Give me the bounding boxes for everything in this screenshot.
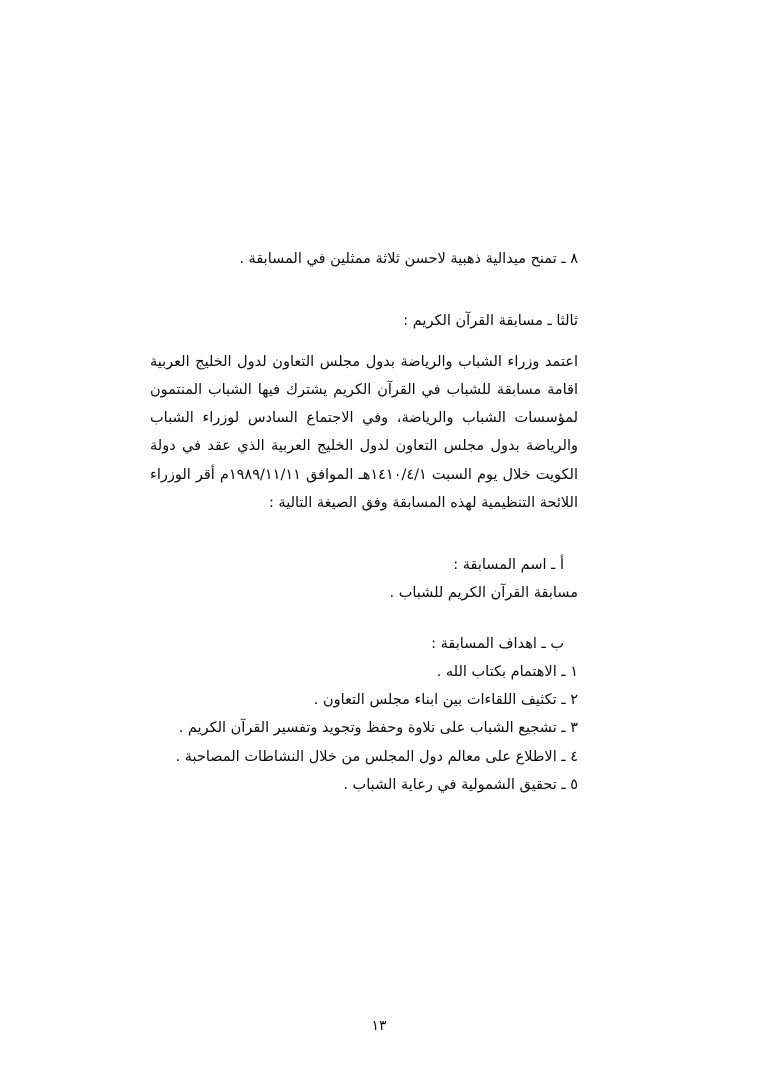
subsection-b-label: ب ـ اهداف المسابقة : <box>431 635 564 652</box>
spacer <box>150 273 578 307</box>
subsection-a-label: أ ـ اسم المسابقة : <box>453 557 564 574</box>
page-number: ١٣ <box>371 1018 387 1034</box>
spacer <box>150 336 578 348</box>
page-content <box>150 245 578 799</box>
list-item: ١ ـ الاهتمام بكتاب الله . <box>436 663 578 680</box>
list-item: ٤ ـ الاطلاع على معالم دول المجلس من خلال النشاطات المصاحبة . <box>175 748 578 765</box>
list-item: ٥ ـ تحقيق الشمولية في رعاية الشباب . <box>343 776 578 793</box>
list-item: ٣ ـ تشجيع الشباب على تلاوة وحفظ وتجويد وتفسير القرآن الكريم . <box>178 720 578 737</box>
subsection-a-lines <box>150 579 578 607</box>
list-item: مسابقة القرآن الكريم للشباب . <box>389 585 578 602</box>
spacer <box>150 517 578 551</box>
section-heading: ثالثا ـ مسابقة القرآن الكريم : <box>403 313 578 330</box>
body-paragraph: اعتمد وزراء الشباب والرياضة بدول مجلس التعاون لدول الخليج العربية اقامة مسابقة للشباب في القرآن الكريم يشترك فيها الشباب المنتمون لمؤسسات الشباب والرياضة، وفي الاجتماع السادس لوزراء الشباب والرياضة بدول مجلس التعاون لدول الخليج العربية الذي عقد في دولة الكويت خلال يوم السبت ١٤١٠/٤/١هـ الموافق ١٩٨٩/١١/١١م أقر الوزراء اللائحة التنظيمية لهذه المسابقة وفق الصيغة التالية : <box>150 353 578 511</box>
top-numbered-item: ٨ ـ تمنح ميدالية ذهبية لاحسن ثلاثة ممثلين في المسابقة . <box>239 251 578 267</box>
spacer <box>150 608 578 630</box>
list-item: ٢ ـ تكثيف اللقاءات بين ابناء مجلس التعاون . <box>313 692 578 709</box>
subsection-b-lines <box>150 658 578 799</box>
